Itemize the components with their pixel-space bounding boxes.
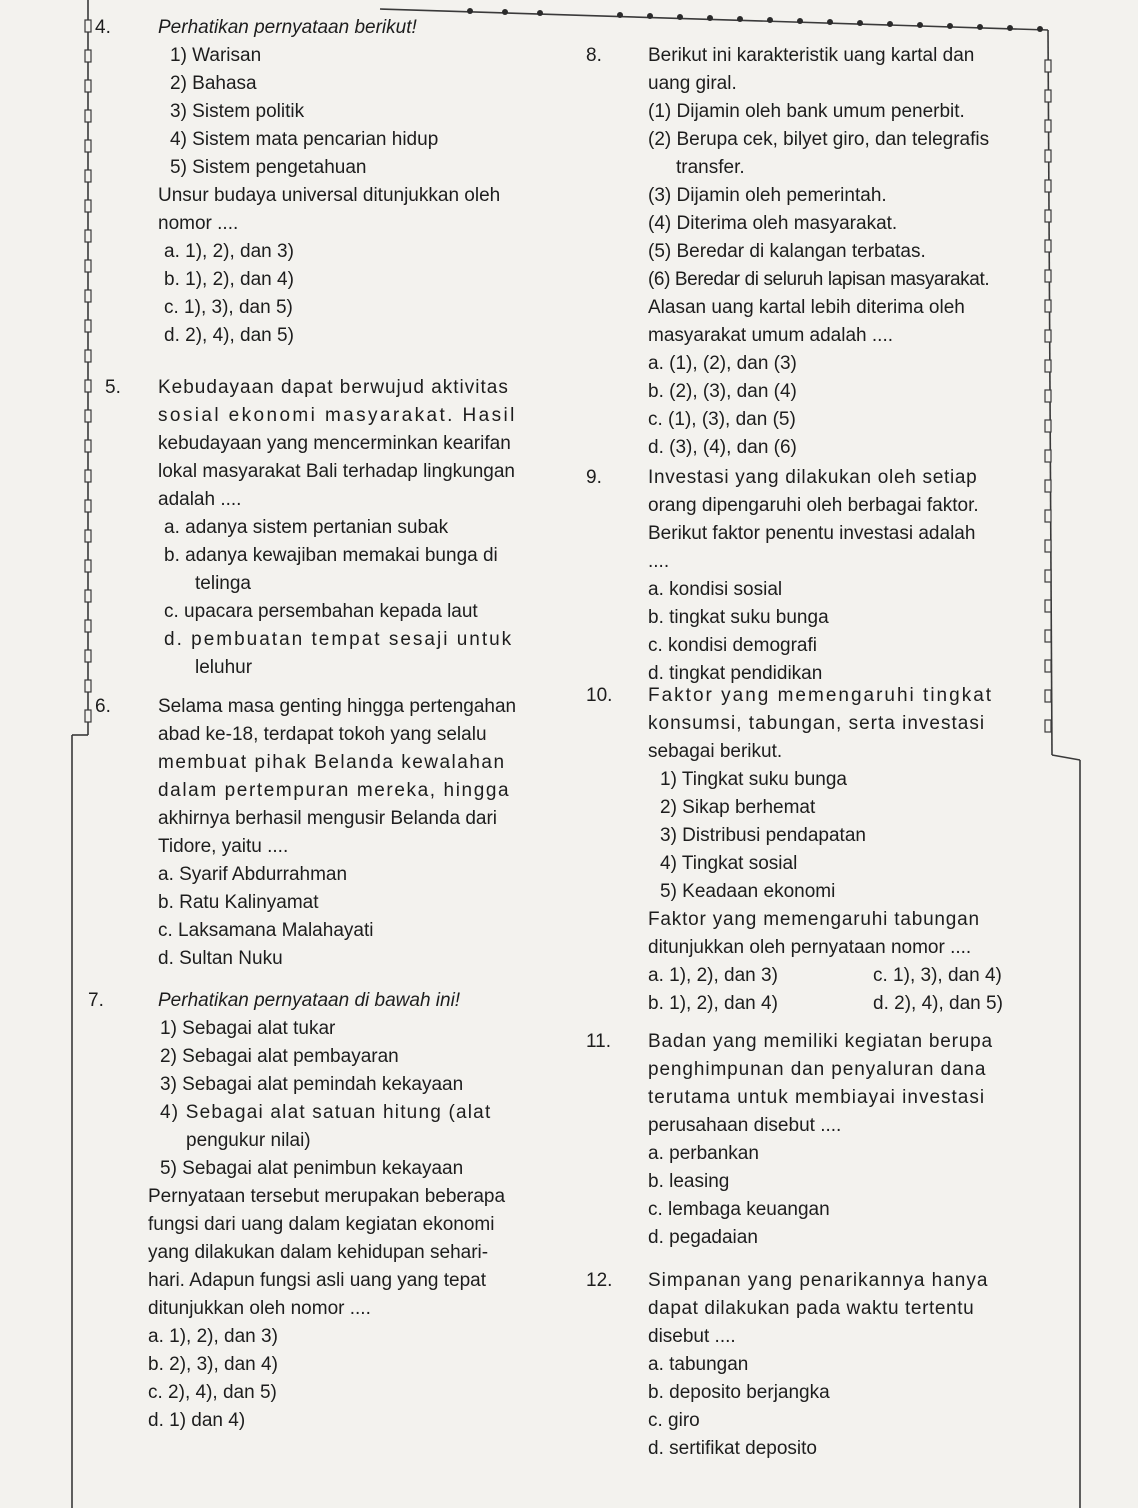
question-text: nomor .... — [158, 213, 239, 234]
question-text: Unsur budaya universal ditunjukkan oleh — [158, 185, 501, 206]
statement-item: (3) Dijamin oleh pemerintah. — [648, 185, 887, 206]
answer-option[interactable]: c. Laksamana Malahayati — [158, 920, 374, 941]
question-text: disebut .... — [648, 1326, 736, 1347]
question-number: 8. — [586, 45, 602, 66]
question-number: 10. — [586, 685, 613, 706]
answer-option[interactable]: d. pegadaian — [648, 1227, 758, 1248]
question-number: 12. — [586, 1270, 613, 1291]
answer-option[interactable]: a. (1), (2), dan (3) — [648, 353, 797, 374]
answer-option[interactable]: c. 2), 4), dan 5) — [148, 1382, 277, 1403]
question-number: 6. — [95, 696, 111, 717]
question-text: membuat pihak Belanda kewalahan — [158, 752, 506, 773]
answer-option[interactable]: b. 1), 2), dan 4) — [164, 269, 294, 290]
answer-option[interactable]: a. tabungan — [648, 1354, 749, 1375]
statement-item: (5) Beredar di kalangan terbatas. — [648, 241, 926, 262]
question-text: yang dilakukan dalam kehidupan sehari- — [148, 1242, 489, 1263]
answer-option[interactable]: d. pembuatan tempat sesaji untuk — [164, 629, 514, 650]
question-text: .... — [648, 551, 670, 572]
question-text: dalam pertempuran mereka, hingga — [158, 780, 511, 801]
question-text: terutama untuk membiayai investasi — [648, 1087, 986, 1108]
question-stem: Perhatikan pernyataan di bawah ini! — [158, 990, 461, 1011]
question-number: 9. — [586, 467, 602, 488]
question-number: 7. — [88, 990, 104, 1011]
answer-option[interactable]: a. 1), 2), dan 3) — [148, 1326, 278, 1347]
answer-option[interactable]: c. (1), (3), dan (5) — [648, 409, 796, 430]
answer-option[interactable]: d. 1) dan 4) — [148, 1410, 246, 1431]
statement-item: (6) Beredar di seluruh lapisan masyarakat. — [648, 269, 990, 290]
answer-option[interactable]: a. Syarif Abdurrahman — [158, 864, 348, 885]
question-text: kebudayaan yang mencerminkan kearifan — [158, 433, 511, 454]
statement-item: (4) Diterima oleh masyarakat. — [648, 213, 898, 234]
question-body — [648, 464, 1044, 688]
question-text: akhirnya berhasil mengusir Belanda dari — [158, 808, 498, 829]
question-body — [158, 14, 575, 350]
statement-item: (1) Dijamin oleh bank umum penerbit. — [648, 101, 965, 122]
question-text: Alasan uang kartal lebih diterima oleh — [648, 297, 965, 318]
answer-option[interactable]: b. leasing — [648, 1171, 730, 1192]
question-text: Badan yang memiliki kegiatan berupa — [648, 1031, 993, 1052]
statement-item: 4) Tingkat sosial — [660, 853, 798, 874]
answer-option[interactable]: a. 1), 2), dan 3) — [164, 241, 294, 262]
answer-option[interactable]: d. 2), 4), dan 5) — [873, 993, 1003, 1014]
question-body — [158, 374, 575, 682]
answer-option[interactable]: b. deposito berjangka — [648, 1382, 830, 1403]
question-text: sosial ekonomi masyarakat. Hasil — [158, 405, 517, 426]
statement-item: 4) Sebagai alat satuan hitung (alat — [160, 1102, 492, 1123]
question-stem: Perhatikan pernyataan berikut! — [158, 17, 417, 38]
answer-option[interactable]: c. kondisi demografi — [648, 635, 817, 656]
question-text: Selama masa genting hingga pertengahan — [158, 696, 517, 717]
question-text: Tidore, yaitu .... — [158, 836, 289, 857]
answer-option[interactable]: a. kondisi sosial — [648, 579, 783, 600]
question-text: dapat dilakukan pada waktu tertentu — [648, 1298, 975, 1319]
answer-option[interactable]: a. perbankan — [648, 1143, 759, 1164]
question-number: 11. — [586, 1031, 612, 1052]
answer-option[interactable]: b. 1), 2), dan 4) — [648, 993, 778, 1014]
statement-item: (2) Berupa cek, bilyet giro, dan telegrafis — [648, 129, 990, 150]
answer-option[interactable]: b. (2), (3), dan (4) — [648, 381, 797, 402]
question-body — [158, 987, 575, 1015]
question-text: lokal masyarakat Bali terhadap lingkungan — [158, 461, 515, 482]
question-text: Berikut ini karakteristik uang kartal dan — [648, 45, 975, 66]
question-text: masyarakat umum adalah .... — [648, 325, 893, 346]
statement-item: 3) Sebagai alat pemindah kekayaan — [160, 1074, 464, 1095]
answer-option[interactable]: c. 1), 3), dan 5) — [164, 297, 293, 318]
question-text: penghimpunan dan penyaluran dana — [648, 1059, 987, 1080]
answer-option[interactable]: b. 2), 3), dan 4) — [148, 1354, 278, 1375]
question-body — [148, 1015, 575, 1435]
answer-option[interactable]: d. Sultan Nuku — [158, 948, 283, 969]
answer-row — [648, 962, 1044, 990]
question-number: 4. — [95, 17, 111, 38]
question-text: Investasi yang dilakukan oleh setiap — [648, 467, 978, 488]
question-text: Simpanan yang penarikannya hanya — [648, 1270, 989, 1291]
answer-option[interactable]: d. sertifikat deposito — [648, 1438, 817, 1459]
answer-option[interactable]: d. tingkat pendidikan — [648, 663, 823, 684]
statement-item: 2) Sebagai alat pembayaran — [160, 1046, 399, 1067]
question-text: perusahaan disebut .... — [648, 1115, 842, 1136]
answer-option[interactable]: a. 1), 2), dan 3) — [648, 965, 778, 986]
statement-item: 1) Tingkat suku bunga — [660, 769, 847, 790]
answer-option[interactable]: b. adanya kewajiban memakai bunga di — [164, 545, 498, 566]
question-text: sebagai berikut. — [648, 741, 783, 762]
statement-item: 5) Keadaan ekonomi — [660, 881, 836, 902]
question-text: Pernyataan tersebut merupakan beberapa — [148, 1186, 506, 1207]
statement-item: 3) Distribusi pendapatan — [660, 825, 866, 846]
answer-row — [648, 990, 1044, 1018]
question-text: Kebudayaan dapat berwujud aktivitas — [158, 377, 509, 398]
answer-option[interactable]: c. lembaga keuangan — [648, 1199, 830, 1220]
answer-option[interactable]: d. (3), (4), dan (6) — [648, 437, 797, 458]
statement-item: 1) Sebagai alat tukar — [160, 1018, 336, 1039]
question-text: konsumsi, tabungan, serta investasi — [648, 713, 986, 734]
answer-option[interactable]: c. upacara persembahan kepada laut — [164, 601, 478, 622]
statement-item: 2) Sikap berhemat — [660, 797, 816, 818]
question-text: ditunjukkan oleh nomor .... — [148, 1298, 371, 1319]
statement-item: 4) Sistem mata pencarian hidup — [170, 129, 439, 150]
question-text: hari. Adapun fungsi asli uang yang tepat — [148, 1270, 487, 1291]
question-text: ditunjukkan oleh pernyataan nomor .... — [648, 937, 972, 958]
answer-option[interactable]: b. tingkat suku bunga — [648, 607, 829, 628]
statement-item: 5) Sebagai alat penimbun kekayaan — [160, 1158, 464, 1179]
answer-option[interactable]: a. adanya sistem pertanian subak — [164, 517, 449, 538]
answer-option[interactable]: c. giro — [648, 1410, 700, 1431]
question-text: orang dipengaruhi oleh berbagai faktor. — [648, 495, 979, 516]
statement-item: 2) Bahasa — [170, 73, 257, 94]
statement-item: 5) Sistem pengetahuan — [170, 157, 367, 178]
question-text: fungsi dari uang dalam kegiatan ekonomi — [148, 1214, 495, 1235]
statement-item-continued: pengukur nilai) — [186, 1130, 311, 1151]
answer-option[interactable]: b. Ratu Kalinyamat — [158, 892, 319, 913]
question-text: uang giral. — [648, 73, 737, 94]
question-text: Berikut faktor penentu investasi adalah — [648, 523, 976, 544]
statement-item-continued: transfer. — [676, 157, 745, 178]
question-text: abad ke-18, terdapat tokoh yang selalu — [158, 724, 487, 745]
statement-item: 3) Sistem politik — [170, 101, 305, 122]
question-body — [648, 42, 1044, 462]
question-text: Faktor yang memengaruhi tabungan — [648, 909, 980, 930]
question-body — [158, 693, 575, 973]
question-body — [648, 1028, 1056, 1252]
answer-option[interactable]: c. 1), 3), dan 4) — [873, 965, 1002, 986]
question-body — [648, 682, 1044, 1018]
question-number: 5. — [105, 377, 121, 398]
answer-option-continued: telinga — [195, 573, 251, 594]
answer-option-continued: leluhur — [195, 657, 253, 678]
answer-option[interactable]: d. 2), 4), dan 5) — [164, 325, 294, 346]
question-text: Faktor yang memengaruhi tingkat — [648, 685, 994, 706]
question-body — [648, 1267, 1066, 1463]
statement-item: 1) Warisan — [170, 45, 262, 66]
question-text: adalah .... — [158, 489, 242, 510]
